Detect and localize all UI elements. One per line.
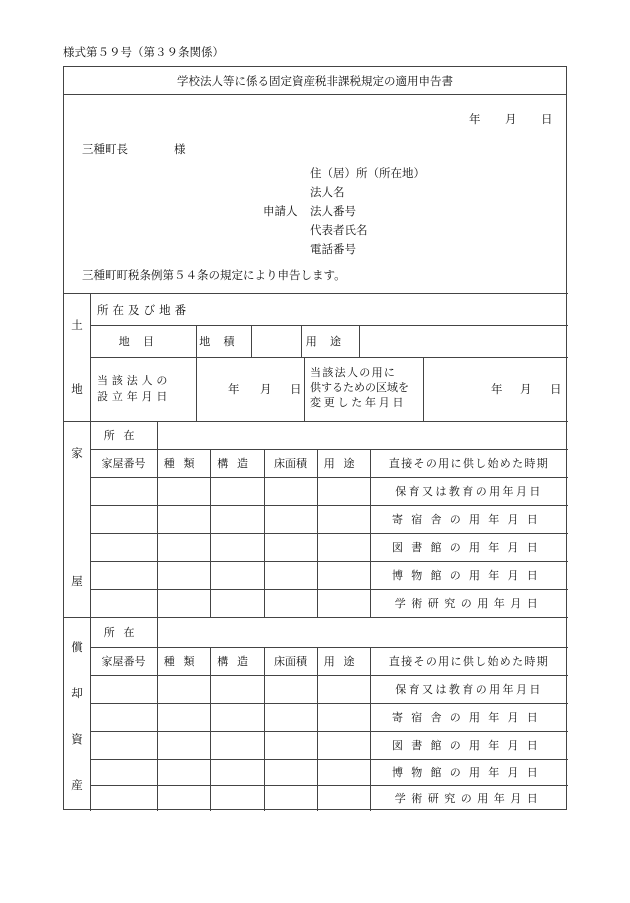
applicant-label: 申請人 — [263, 204, 298, 218]
land-established-line1: 当該法人の — [97, 374, 172, 387]
sama-label: 様 — [174, 142, 186, 156]
building-use-research: 学術研究の用年月日 — [394, 597, 544, 610]
land-change-day: 日 — [550, 382, 562, 396]
asset-use-research: 学術研究の用年月日 — [394, 792, 544, 805]
date-month-label: 月 — [505, 112, 517, 126]
building-use-library: 図書館の用年月日 — [392, 541, 546, 554]
asset-side-label-1: 償 — [71, 640, 83, 654]
building-side-label-top: 家 — [71, 446, 83, 460]
asset-col-type: 種類 — [163, 655, 204, 668]
asset-side-label-2: 却 — [71, 686, 83, 700]
land-change-line2: 供するための区域を — [310, 381, 409, 394]
land-change-month: 月 — [520, 382, 532, 396]
applicant-corp-name-label: 法人名 — [310, 185, 345, 199]
date-year-label: 年 — [469, 112, 481, 126]
applicant-representative-label: 代表者氏名 — [310, 223, 368, 237]
asset-side-label-3: 資 — [71, 732, 83, 746]
form-title: 学校法人等に係る固定資産税非課税規定の適用申告書 — [64, 67, 566, 95]
land-est-day: 日 — [290, 382, 302, 396]
building-col-structure: 構造 — [217, 457, 257, 470]
application-form — [63, 66, 567, 810]
building-col-number: 家屋番号 — [101, 457, 146, 470]
applicant-address-label: 住（居）所（所在地） — [310, 166, 425, 180]
land-youto-label: 用途 — [305, 335, 355, 348]
building-col-start-time: 直接その用に供し始めた時期 — [388, 457, 550, 470]
asset-col-structure: 構造 — [217, 655, 257, 668]
land-change-line1: 当該法人の用に — [310, 366, 397, 379]
land-side-label-bottom: 地 — [71, 382, 83, 396]
land-chimoku-label: 地目 — [118, 335, 168, 348]
asset-side-label-4: 産 — [71, 778, 83, 792]
asset-col-floor-area: 床面積 — [274, 655, 307, 668]
land-established-line2: 設立年月日 — [97, 390, 172, 403]
land-change-line3: 変更した年月日 — [310, 396, 407, 409]
land-est-month: 月 — [260, 382, 272, 396]
applicant-corp-number-label: 法人番号 — [310, 204, 356, 218]
asset-use-museum: 博物館の用年月日 — [392, 766, 546, 779]
building-side-label-bottom: 屋 — [71, 574, 83, 588]
building-use-museum: 博物館の用年月日 — [392, 569, 546, 582]
land-est-year: 年 — [228, 382, 240, 396]
building-use-dormitory: 寄宿舎の用年月日 — [392, 513, 546, 526]
form-number: 様式第５９号（第３９条関係） — [63, 45, 224, 59]
building-location-label: 所在 — [103, 429, 144, 442]
building-col-use: 用途 — [323, 457, 364, 470]
asset-col-use: 用途 — [323, 655, 364, 668]
asset-use-dormitory: 寄宿舎の用年月日 — [392, 711, 546, 724]
land-chiseki-label: 地積 — [199, 335, 248, 348]
land-change-year: 年 — [491, 382, 503, 396]
applicant-phone-label: 電話番号 — [310, 242, 356, 256]
asset-use-education: 保育又は教育の用年月日 — [395, 683, 543, 696]
asset-col-number: 家屋番号 — [101, 655, 146, 668]
asset-location-label: 所在 — [103, 626, 144, 639]
addressee: 三種町長 — [82, 142, 128, 156]
asset-col-start-time: 直接その用に供し始めた時期 — [388, 655, 550, 668]
asset-use-library: 図書館の用年月日 — [392, 739, 546, 752]
land-location-label: 所在及び地番 — [97, 303, 191, 317]
building-col-floor-area: 床面積 — [274, 457, 307, 470]
building-use-education: 保育又は教育の用年月日 — [395, 485, 543, 498]
land-side-label-top: 土 — [71, 318, 83, 332]
declaration-statement: 三種町町税条例第５４条の規定により申告します。 — [82, 268, 346, 282]
building-col-type: 種類 — [163, 457, 204, 470]
date-day-label: 日 — [541, 112, 553, 126]
